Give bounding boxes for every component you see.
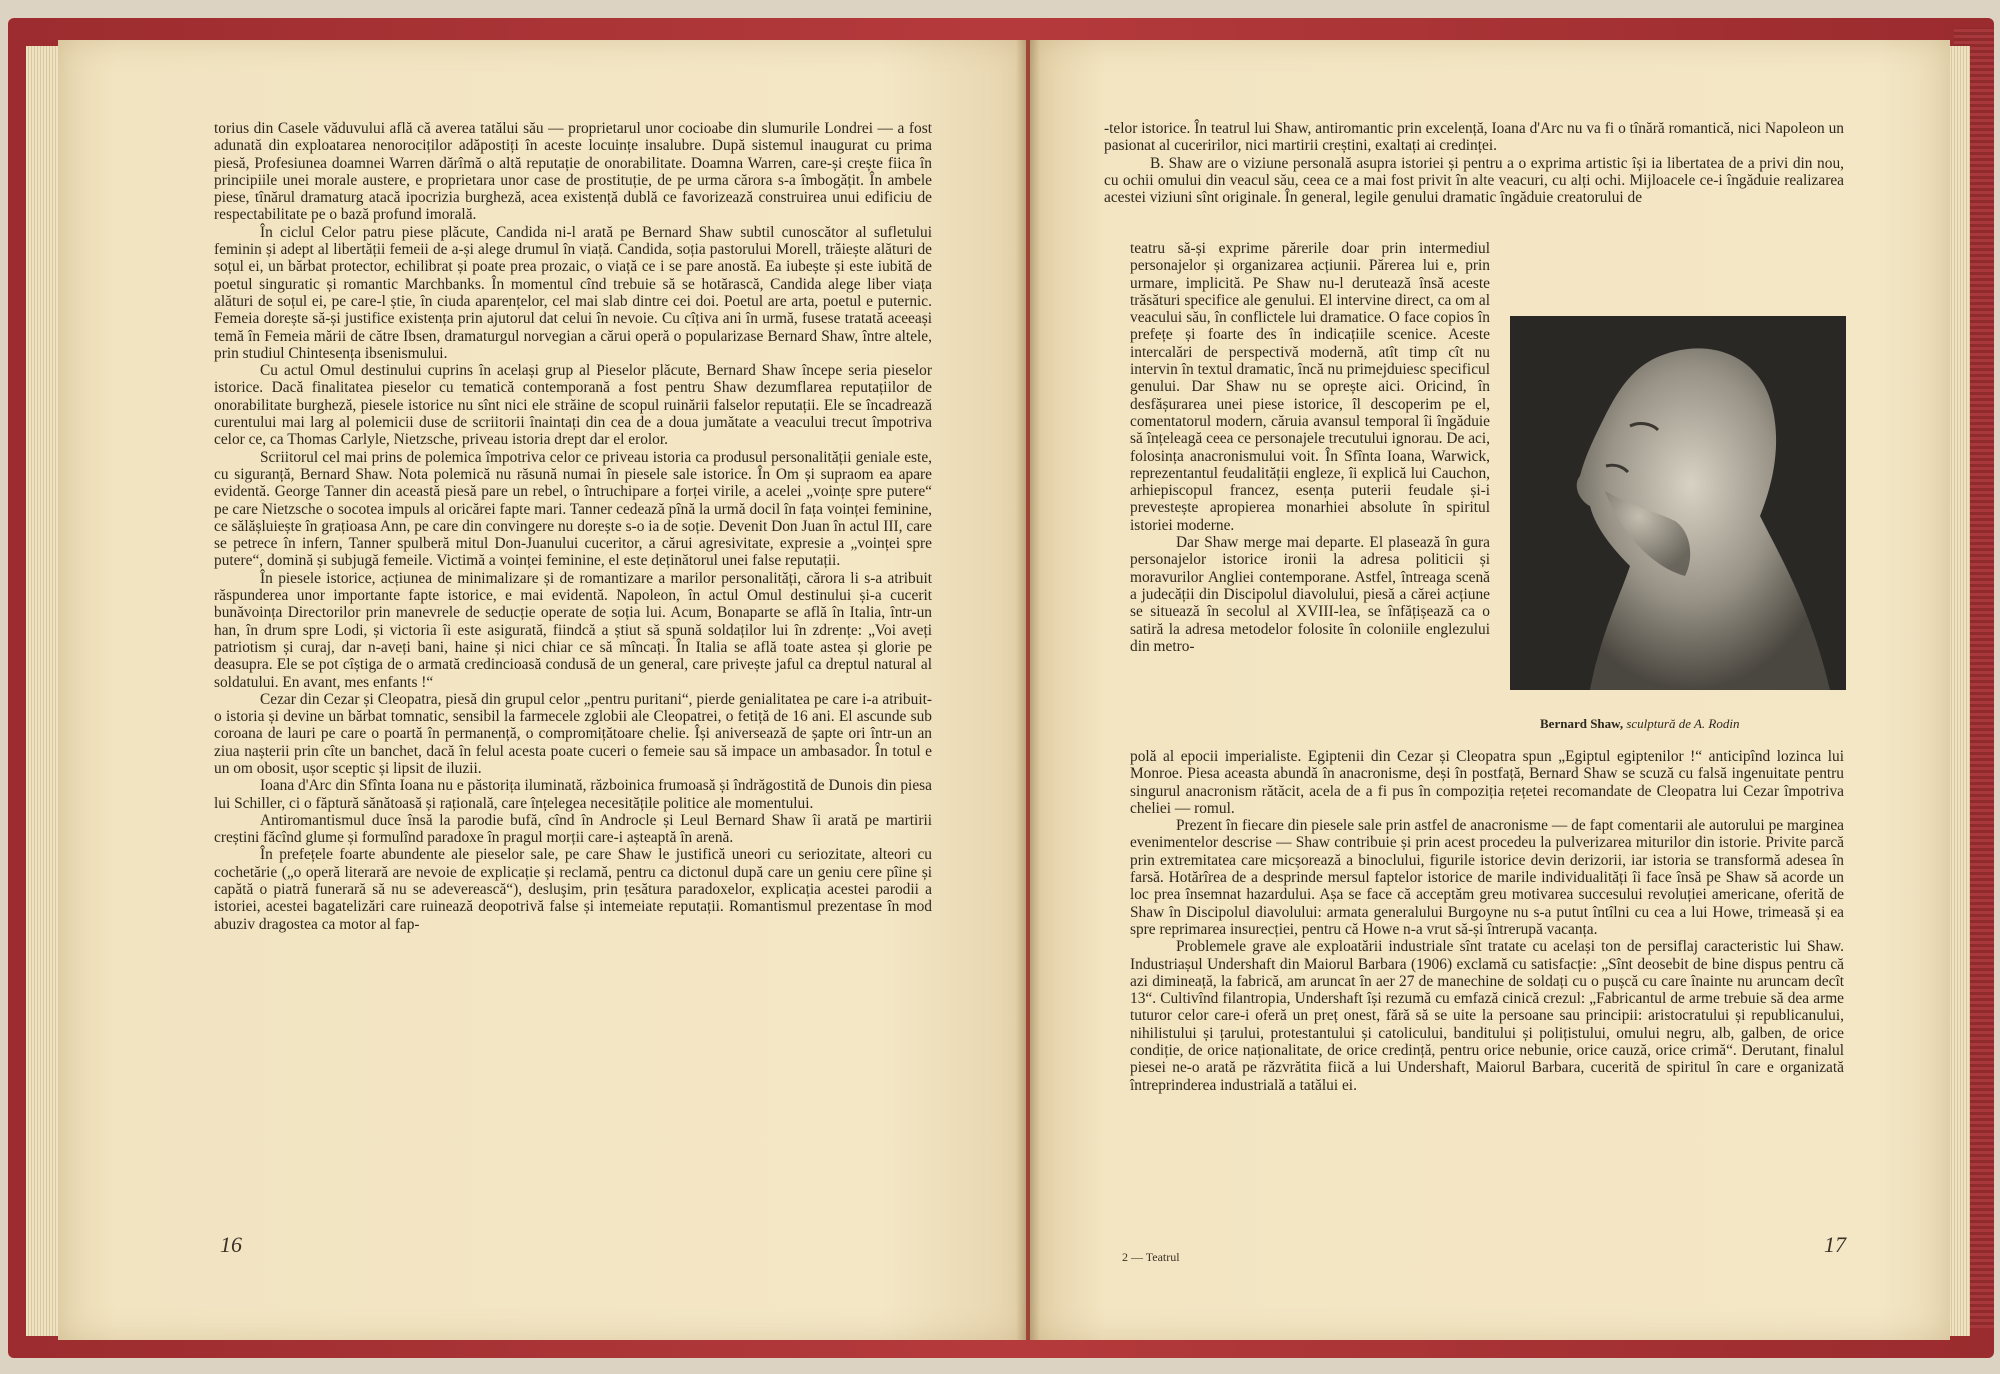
paragraph: Cu actul Omul destinului cuprins în același grup al Pieselor plăcute, Bernard Shaw începe seria pieselor istorice. Dacă finalitatea pieselor cu tematică contemporană a fost pentru Shaw dezumflarea reputațiilor de onorabilitate burgheză, piesele istorice nu sînt nici ele străine de scopul ruinării falselor reputații. Ele se încadrează curentului mai larg al polemicii duse de scriitorii înaintați din cea de a doua jumătate a veacului trecut împotriva celor ce, ca Thomas Carlyle, Nietzsche, priveau istoria drept dar el erolor. [214, 362, 932, 449]
paragraph: polă al epocii imperialiste. Egiptenii din Cezar și Cleopatra spun „Egiptul egiptenilor !“ anticipînd lozinca lui Monroe. Piesa aceasta abundă în anacronisme, deși în postfață, Bernard Shaw se scuză cu falsă ingenuitate pentru singurul anacronism rătăcit, acela de a fi pus în compoziția rețetei recomandate de Cleopatra lui Cezar împotriva cheliei — romul. [1130, 748, 1844, 817]
chapter-footer: 2 — Teatrul [1122, 1250, 1180, 1264]
right-page-wrap-text [1130, 240, 1490, 655]
paragraph: Scriitorul cel mai prins de polemica împotriva celor ce priveau istoria ca produsul personalității geniale este, cu siguranță, Bernard Shaw. Nota polemică nu răsună numai în piesele sale istorice. În Om și supraom ea apare evidentă. George Tanner din această piesă pare un rebel, o întruchipare a forței virile, a acelei „voințe spre putere“ pe care Nietzsche o socotea impuls al oricărei fapte mari. Tanner cedează pînă la urmă docil în fața voinței feminine, ce sălășluiește în grațioasa Ann, pe care din convingere nu dorește s-o ia de soție. Devenit Don Juan în actul III, care se petrece în infern, Tanner spulberă mitul Don-Juanului cuceritor, a cărui agresivitate, expresie a „voinței spre putere“, domină și subjugă femeile. Victimă a voinței feminine, el este deținătorul unei false reputații. [214, 448, 932, 570]
paragraph: teatru să-și exprime părerile doar prin intermediul personajelor și organizarea acțiunii. Părerea lui e, prin urmare, implicită. Pe Shaw nu-l derutează însă aceste trăsături specifice ale genului. El intervine direct, ca om al veacului său, în conflictele lui dramatice. O face copios în prefețe și foarte des în indicațiile scenice. Aceste intercalări de perspectivă modernă, atît timp cît nu intervin în textul dramatic, încă nu primejduiesc specificul genului. Dar Shaw nu se oprește aici. Oricind, în desfășurarea unei piese istorice, îl descoperim pe el, comentatorul modern, căruia avansul temporal îi îngăduie să înțeleagă ceea ce personajele trecutului ignorau. De aci, folosința anacronismului voit. În Sfînta Ioana, Warwick, reprezentantul feudalității engleze, îi explică lui Cauchon, arhiepiscopul francez, esența puterii feudale și-i prevestește apropierea monarhiei absolute în spiritul istoriei moderne. [1130, 240, 1490, 534]
caption-description: sculptură de A. Rodin [1626, 716, 1740, 731]
paragraph: Cezar din Cezar și Cleopatra, piesă din grupul celor „pentru puritani“, pierde genialitatea pe care i-a atribuit-o istoria și devine un bărbat tomnatic, sensibil la farmecele zglobii ale Cleopatrei, o fetiță de 16 ani. El ascunde sub coroana de lauri pe care o poartă în permanență, o compromițătoare chelie. Își aniversează de șapte ori într-un an ziua nașterii prin cîte un banchet, dacă în felul acesta poate cuceri o femeie sau să impace un ambasador. În totul e un om obosit, ușor sceptic și lipsit de iluzii. [214, 690, 932, 777]
paragraph: Antiromantismul duce însă la parodie bufă, cînd în Androcle și Leul Bernard Shaw îi arată pe martirii creștini făcînd glume și formulînd paradoxe în pragul morții care-i așteaptă în arenă. [214, 811, 932, 847]
right-page-bottom-text [1130, 748, 1844, 1094]
paragraph: torius din Casele văduvului află că averea tatălui său — proprietarul unor cocioabe din slumurile Londrei — a fost adunată din exploatarea nenorociților adăpostiți în aceste locuințe insalubre. După sistemul inaugurat cu prima piesă, Profesiunea doamnei Warren dărîmă o altă reputație de onorabilitate. Doamna Warren, care-și crește fiica în principiile unei morale austere, e proprietara unor case de prostituție, de pe urma cărora s-a îmbogățit. În ambele piese, tînărul dramaturg atacă ipocrizia burgheză, acea existență dublă ce favorizează construirea unui edificiu de respectabilitate pe o bază profund imorală. [214, 120, 932, 224]
left-page-stack [26, 46, 60, 1336]
paragraph: Problemele grave ale exploatării industriale sînt tratate cu același ton de persiflaj caracteristic lui Shaw. Industriașul Undershaft din Maiorul Barbara (1906) exclamă cu satisfacție: „Sînt deosebit de bine dispus pentru că azi dimineață, la fabrică, am aruncat în aer 27 de manechine de soldați cu o pușcă cu care înainte nu aruncam decît 13“. Cultivînd filantropia, Undershaft își rezumă cu emfază cinică crezul: „Fabricantul de arme trebuie să dea arme tuturor celor care-i oferă un preț onest, fără să se uite la persoane sau principii: aristocratului și republicanului, nihilistului și țarului, protestantului și catolicului, banditului și polițistului, omului negru, alb, galben, de orice condiție, de orice naționalitate, de orice credință, pentru orice nebunie, orice cauză, orice crimă“. Derutant, finalul piesei ne-o arată pe răzvrătita fiică a lui Undershaft, Maiorul Barbara, cucerită de spiritul în care e organizată întreprinderea industrială a tatălui ei. [1130, 938, 1844, 1094]
caption-name: Bernard Shaw, [1540, 716, 1624, 731]
paragraph: În ciclul Celor patru piese plăcute, Candida ni-l arată pe Bernard Shaw subtil cunoscător al sufletului feminin și adept al libertății femeii de a-și alege drumul în viață. Candida, soția pastorului Morell, trăiește alături de soțul ei, un bărbat protector, echilibrat și poate prea prozaic, o viață ce i se pare anostă. Ea iubește și este iubită de poetul singuratic și romantic Marchbanks. În momentul cînd trebuie să se hotărască, Candida alege liber viața alături de soțul ei, pe care-l știe, în ciuda aparențelor, cel mai slab dintre cei doi. Poetul are arta, poetul e puternic. Femeia dorește să-și justifice existența prin ajutorul dat celui în nevoie. Cu cîțiva ani în urmă, fusese tratată aceeași temă în Femeia mării de către Ibsen, dramaturgul norvegian a cărui operă o popularizase Bernard Shaw, între altele, prin studiul Chintesența ibsenismului. [214, 223, 932, 362]
right-page-top-text [1104, 120, 1844, 206]
rodin-sculpture-photo [1510, 316, 1846, 690]
page-number-right: 17 [1824, 1232, 1846, 1257]
paragraph: Prezent în fiecare din piesele sale prin astfel de anacronisme — de fapt comentarii ale autorului pe marginea evenimentelor descrise — Shaw contribuie și prin acest procedeu la pulverizarea miturilor din istorie. Privite parcă prin extremitatea care micșorează a binoclului, figurile istorice devin derizorii, iar istoria se transformă adesea în farsă. Hotărîrea de a desprinde mersul faptelor istorice de marile individualități îi face însă pe Shaw să acorde un loc prea însemnat hazardului. Așa se face că acceptăm greu motivarea succesului revoluției americane, oferită de Shaw în Discipolul diavolului: armata generalului Burgoyne nu s-a putut întîlni cu cea a lui Howe, trimeasă și ea spre reprimarea insurecției, pentru că Howe n-a vrut să-și întrerupă vacanța. [1130, 817, 1844, 938]
photo-caption [1540, 716, 1739, 732]
book-gutter [1016, 40, 1040, 1340]
paragraph: Dar Shaw merge mai departe. El plasează în gura personajelor istorice ironii la adresa politicii și moravurilor Angliei contemporane. Astfel, întreaga scenă a judecății din Discipolul diavolului, piesă a cărei acțiune se situează în secolul al XVIII-lea, se înfățișează ca o satiră la adresa metodelor folosite în coloniile englezului din metro- [1130, 534, 1490, 655]
paragraph: În prefețele foarte abundente ale pieselor sale, pe care Shaw le justifică uneori cu seriozitate, alteori cu cochetărie („o operă literară are nevoie de explicație și reclamă, pentru ca dictonul după care un geniu cere pîine și capătă o piatră funerară să nu se adeverească“), desluşim, prin țesătura paradoxelor, explicația acestei parodii a istoriei, acestei bagatelizări care ruinează deopotrivă false și intemeiate reputații. Romantismul prezentase în mod abuziv dragostea ca motor al fap- [214, 846, 932, 933]
right-page [1030, 40, 1950, 1340]
left-page-text [214, 120, 932, 933]
page-number-left: 16 [220, 1232, 242, 1257]
paragraph: Ioana d'Arc din Sfînta Ioana nu e păstorița iluminată, războinica frumoasă și îndrăgostită de Dunois din piesa lui Schiller, ci o făptură sănătoasă și rațională, care înțelegea necesitățile politice ale momentului. [214, 777, 932, 812]
paragraph: B. Shaw are o viziune personală asupra istoriei și pentru a o exprima artistic își ia libertatea de a privi din nou, cu ochii omului din veacul său, ceea ce a mai fost privit în alte veacuri, cu alți ochi. Mijloacele ce-i îngăduie realizarea acestei viziuni sînt originale. În general, legile genului dramatic îngăduie creatorului de [1104, 154, 1844, 207]
bust-illustration [1510, 316, 1846, 690]
paragraph: În piesele istorice, acțiunea de minimalizare și de romantizare a marilor personalități, cărora li s-a atribuit răspunderea unor importante fapte istorice, e mai evidentă. Napoleon, în actul Omul destinului și-a cucerit bunăvoința Directorilor prin manevrele de seducție operate de soția lui. Acum, Bonaparte se află în Italia, într-un han, în drum spre Lodi, și victoria îi este asigurată, fiindcă a știut să spună soldaților lui în zdrențe: „Voi aveți patriotism și curaj, dar n-aveți bani, haine și nici chiar ce să mîncați. În Italia se află toate astea și glorie pe deasupra. Ele se pot cîștiga de o armată credincioasă condusă de un general, care privește jaful ca dreptul natural al soldatului. En avant, mes enfants !“ [214, 569, 932, 691]
paragraph: -telor istorice. În teatrul lui Shaw, antiromantic prin excelență, Ioana d'Arc nu va fi o tînără romantică, nici Napoleon un pasionat al cuceririlor, nici martirii creștini, exaltați ai credinței. [1104, 120, 1844, 155]
